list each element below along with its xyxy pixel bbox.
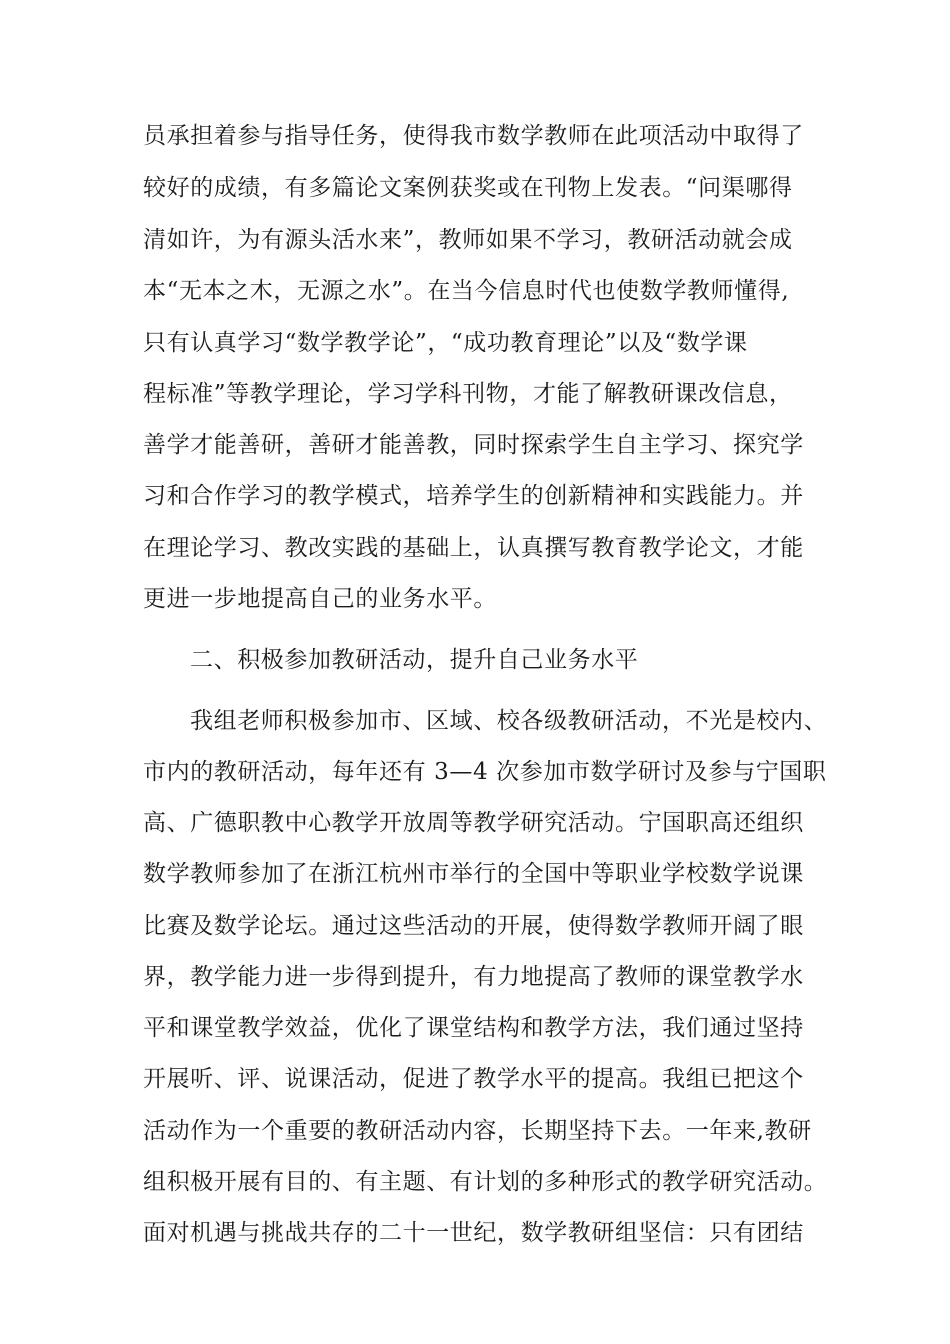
paragraph-2-line-11: 面对机遇与挑战共存的二十一世纪，数学教研组坚信：只有团结: [143, 1220, 804, 1246]
paragraph-2-line-6: 界，教学能力进一步得到提升，有力地提高了教师的课堂教学水: [143, 964, 804, 990]
paragraph-1-line-1: 员承担着参与指导任务，使得我市数学教师在此项活动中取得了: [143, 123, 804, 149]
paragraph-2-line-4: 数学教师参加了在浙江杭州市举行的全国中等职业学校数学说课: [143, 861, 804, 887]
paragraph-1-line-6: 程标准”等教学理论，学习学科刊物，才能了解教研课改信息，: [143, 381, 793, 407]
section-heading: 二、积极参加教研活动，提升自己业务水平: [190, 647, 639, 673]
paragraph-2-line-8: 开展听、评、说课活动，促进了教学水平的提高。我组已把这个: [143, 1066, 804, 1092]
paragraph-1-line-10: 更进一步地提高自己的业务水平。: [143, 586, 497, 612]
paragraph-2-line-2: 市内的教研活动，每年还有 3—4 次参加市数学研讨及参与宁国职: [143, 759, 827, 785]
paragraph-1-line-2: 较好的成绩，有多篇论文案例获奖或在刊物上发表。“问渠哪得: [143, 175, 793, 201]
paragraph-1-line-5: 只有认真学习“数学教学论”，“成功教育理论”以及“数学课: [143, 330, 748, 356]
paragraph-1-line-7: 善学才能善研，善研才能善教，同时探索学生自主学习、探究学: [143, 432, 804, 458]
paragraph-2-line-10: 组积极开展有目的、有主题、有计划的多种形式的教学研究活动。: [143, 1169, 828, 1195]
paragraph-1-line-4: 本“无本之木，无源之水”。在当今信息时代也使数学教师懂得,: [143, 278, 790, 304]
paragraph-2-line-3: 高、广德职教中心教学开放周等教学研究活动。宁国职高还组织: [143, 810, 804, 836]
paragraph-1-line-9: 在理论学习、教改实践的基础上，认真撰写教育教学论文，才能: [143, 535, 804, 561]
paragraph-2-line-7: 平和课堂教学效益，优化了课堂结构和教学方法，我们通过坚持: [143, 1015, 804, 1041]
paragraph-1-line-3: 清如许，为有源头活水来”，教师如果不学习，教研活动就会成: [143, 227, 793, 253]
paragraph-1-line-8: 习和合作学习的教学模式，培养学生的创新精神和实践能力。并: [143, 483, 804, 509]
paragraph-2-line-9: 活动作为一个重要的教研活动内容，长期坚持下去。一年来,教研: [143, 1118, 812, 1144]
paragraph-2-line-5: 比赛及数学论坛。通过这些活动的开展，使得数学教师开阔了眼: [143, 913, 804, 939]
paragraph-2-line-1: 我组老师积极参加市、区域、校各级教研活动，不光是校内、: [190, 708, 828, 734]
